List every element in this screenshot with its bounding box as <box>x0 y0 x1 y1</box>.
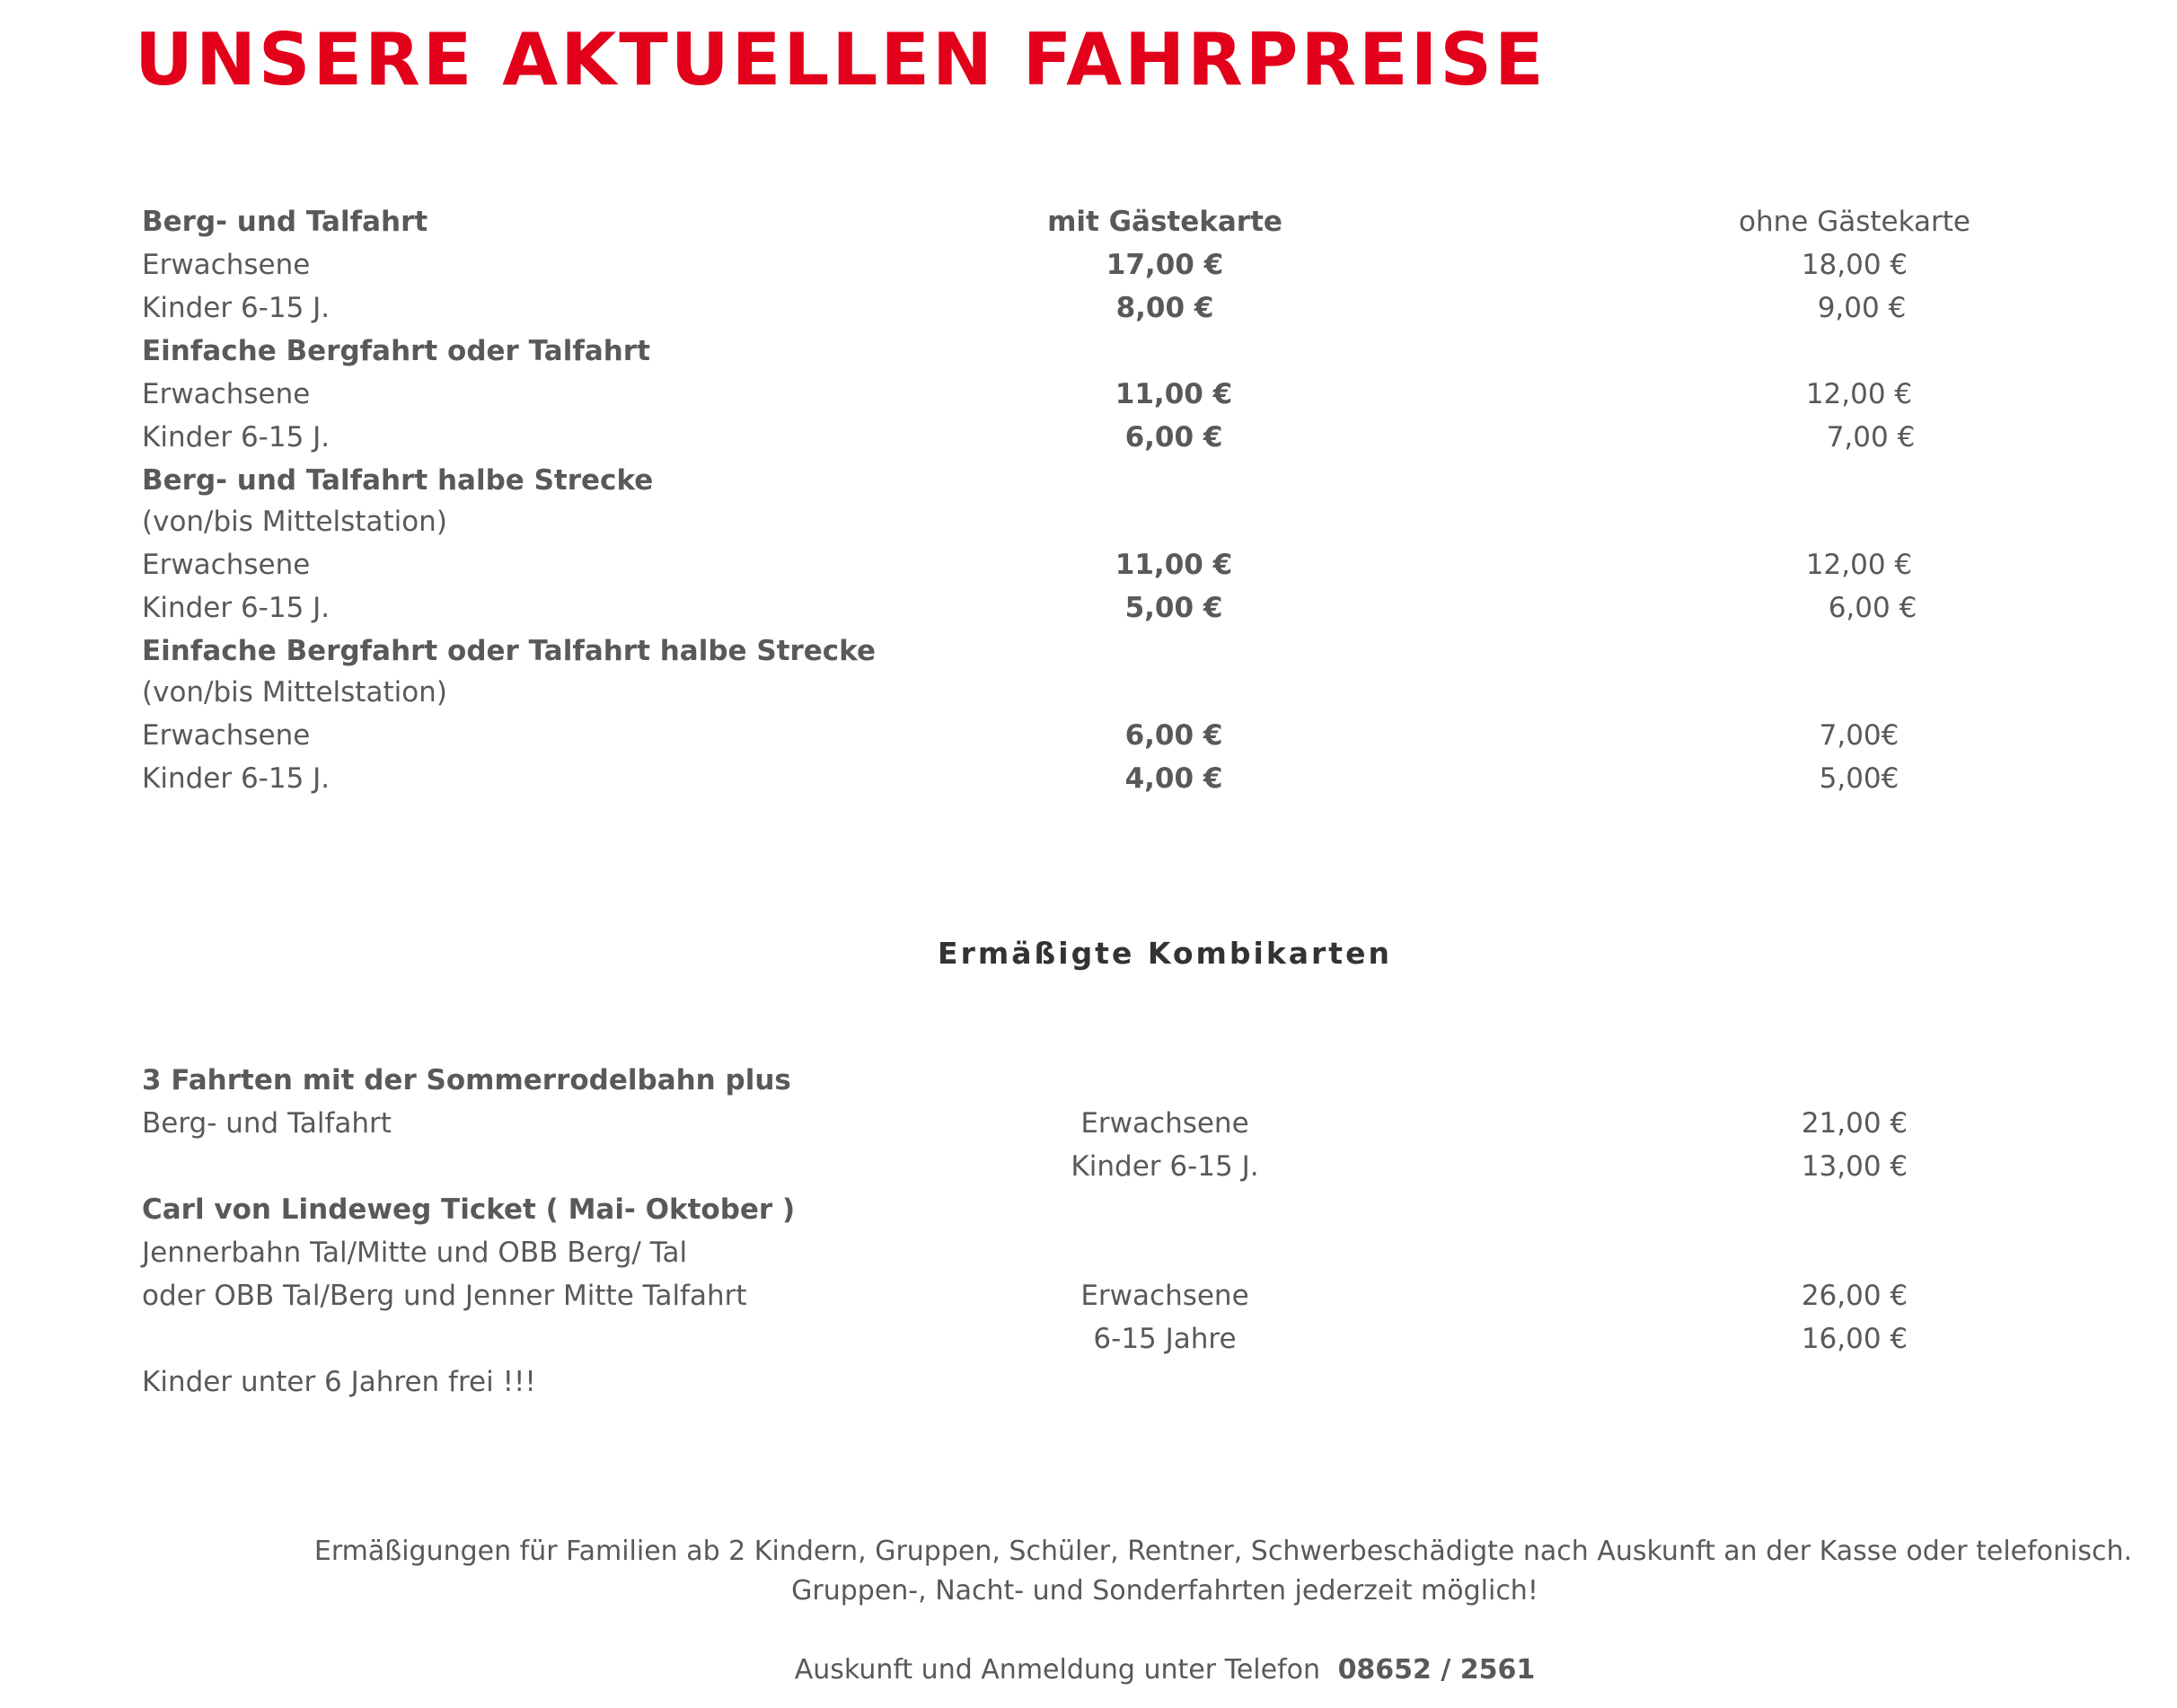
price-with: 17,00 € <box>1106 249 1224 281</box>
price-with: 8,00 € <box>1115 292 1214 324</box>
combi-price: 13,00 € <box>1801 1150 1908 1183</box>
section-subheading <box>0 501 2177 542</box>
combi-row <box>0 1103 2177 1144</box>
group-note: Gruppen-, Nacht- und Sonderfahrten jederzeit möglich! <box>791 1575 1538 1607</box>
combi-who: Erwachsene <box>1080 1107 1249 1140</box>
price-without: 7,00 € <box>1826 421 1916 453</box>
combi-heading: Ermäßigte Kombikarten <box>938 936 1392 971</box>
price-table-header <box>0 201 2177 242</box>
row-label: oder OBB Tal/Berg und Jenner Mitte Talfahrt <box>142 1280 747 1312</box>
price-without: 6,00 € <box>1828 592 1917 624</box>
section-subheading <box>0 672 2177 713</box>
row-label: Kinder 6-15 J. <box>142 421 331 453</box>
price-without: 12,00 € <box>1805 549 1913 581</box>
section-heading <box>0 460 2177 501</box>
combi-who: Kinder 6-15 J. <box>1071 1150 1259 1183</box>
price-row <box>0 417 2177 458</box>
price-row <box>0 715 2177 756</box>
combi-row <box>0 1146 2177 1187</box>
price-with: 11,00 € <box>1115 549 1233 581</box>
row-label: Erwachsene <box>142 549 311 581</box>
price-row <box>0 287 2177 329</box>
row-label: Einfache Bergfahrt oder Talfahrt halbe Strecke <box>142 635 876 667</box>
row-label: 3 Fahrten mit der Sommerrodelbahn plus <box>142 1064 791 1096</box>
discount-note: Ermäßigungen für Familien ab 2 Kindern, Gruppen, Schüler, Rentner, Schwerbeschädigte nach Auskunft an der Kasse oder telefonisch. <box>313 1536 2133 1567</box>
row-label: Kinder unter 6 Jahren frei !!! <box>142 1366 536 1398</box>
row-label: Erwachsene <box>142 719 311 752</box>
combi-row <box>0 1275 2177 1316</box>
combi-row <box>0 1318 2177 1360</box>
price-without: 18,00 € <box>1801 249 1908 281</box>
row-label: Carl von Lindeweg Ticket ( Mai- Oktober ) <box>142 1193 796 1226</box>
row-label: Kinder 6-15 J. <box>142 762 331 795</box>
row-label: Einfache Bergfahrt oder Talfahrt <box>142 335 650 367</box>
price-row <box>0 244 2177 286</box>
section-heading <box>0 330 2177 372</box>
price-without: 7,00€ <box>1819 719 1899 752</box>
row-label: Kinder 6-15 J. <box>142 592 331 624</box>
section-heading <box>0 1060 2177 1101</box>
section-heading <box>0 1189 2177 1230</box>
contact-line <box>0 1651 2177 1690</box>
price-with: 4,00 € <box>1124 762 1223 795</box>
combi-who: 6-15 Jahre <box>1093 1323 1237 1355</box>
price-without: 9,00 € <box>1817 292 1907 324</box>
price-row <box>0 587 2177 629</box>
col-with-guestcard: mit Gästekarte <box>1047 206 1282 238</box>
free-children-note <box>0 1361 2177 1403</box>
price-row <box>0 374 2177 415</box>
combi-price: 16,00 € <box>1801 1323 1908 1355</box>
row-label: Erwachsene <box>142 378 311 410</box>
section-heading <box>0 630 2177 672</box>
price-with: 11,00 € <box>1115 378 1233 410</box>
header-label: Berg- und Talfahrt <box>142 206 428 238</box>
contact-label: Auskunft und Anmeldung unter Telefon <box>794 1654 1321 1686</box>
combi-row <box>0 1232 2177 1273</box>
row-label: Erwachsene <box>142 249 311 281</box>
row-label: Jennerbahn Tal/Mitte und OBB Berg/ Tal <box>142 1237 688 1269</box>
row-label: Berg- und Talfahrt <box>142 1107 392 1140</box>
price-without: 12,00 € <box>1805 378 1913 410</box>
price-without: 5,00€ <box>1819 762 1899 795</box>
combi-who: Erwachsene <box>1080 1280 1249 1312</box>
price-with: 5,00 € <box>1124 592 1223 624</box>
row-label: Kinder 6-15 J. <box>142 292 331 324</box>
col-without-guestcard: ohne Gästekarte <box>1739 206 1970 238</box>
price-row <box>0 544 2177 585</box>
price-with: 6,00 € <box>1124 719 1223 752</box>
combi-price: 26,00 € <box>1801 1280 1908 1312</box>
page-title: UNSERE AKTUELLEN FAHRPREISE <box>135 18 1547 101</box>
combi-price: 21,00 € <box>1801 1107 1908 1140</box>
phone-number[interactable]: 08652 / 2561 <box>1337 1654 1536 1686</box>
price-with: 6,00 € <box>1124 421 1223 453</box>
price-row <box>0 758 2177 799</box>
row-label: (von/bis Mittelstation) <box>142 506 447 538</box>
row-label: (von/bis Mittelstation) <box>142 676 447 709</box>
row-label: Berg- und Talfahrt halbe Strecke <box>142 464 654 497</box>
